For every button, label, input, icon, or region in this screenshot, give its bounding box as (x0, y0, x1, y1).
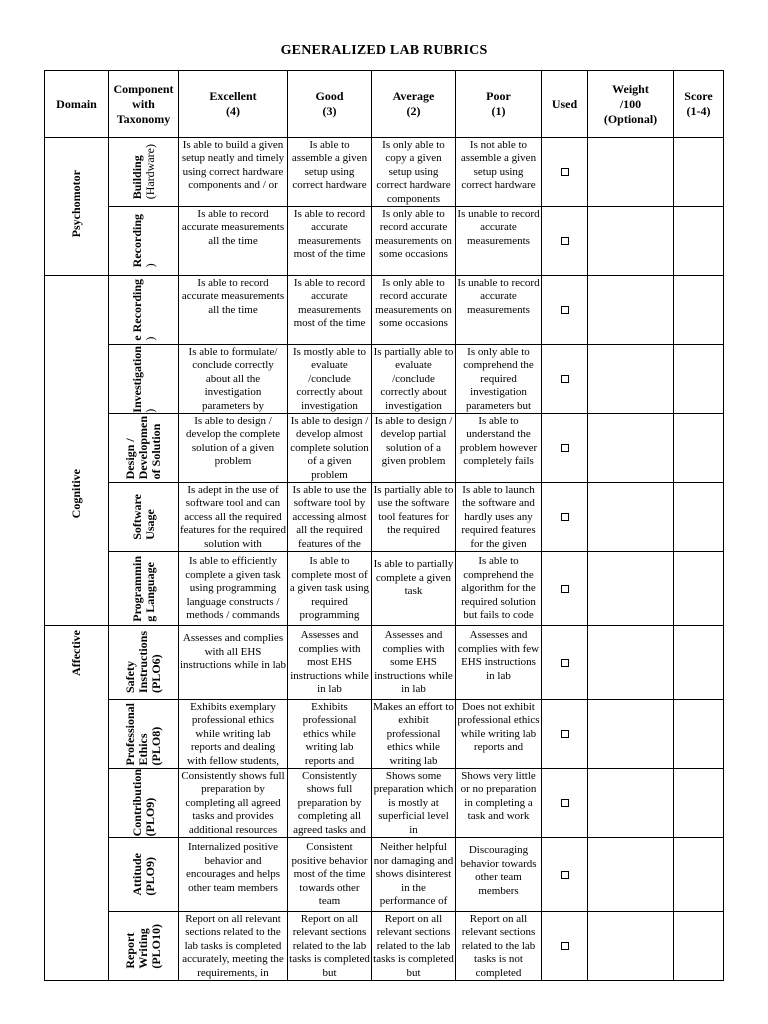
component-line: Professional (123, 702, 137, 766)
table-row (45, 700, 724, 769)
weight-cell[interactable] (588, 483, 674, 552)
excellent-cell: Report on all relevant sections related to the lab tasks is completed accurately, meeting the requirements, in (179, 912, 288, 981)
component-line: (PLO8) (149, 726, 163, 766)
excellent-cell: Is able to efficiently complete a given task using programming language constructs / methods / commands (179, 552, 288, 626)
component-line: (PLO9) (142, 798, 157, 837)
component-line: Design / (123, 438, 137, 480)
header-average (372, 71, 456, 138)
score-cell[interactable] (674, 552, 724, 626)
header-domain: Domain (45, 71, 109, 138)
weight-cell[interactable] (588, 414, 674, 483)
excellent-cell: Is able to design / develop the complete solution of a given problem (179, 414, 288, 483)
used-cell (542, 138, 588, 207)
checkbox-icon[interactable] (561, 375, 569, 383)
component-line: Developmen (136, 416, 150, 480)
component-cell (109, 276, 179, 345)
component-line: (Hardware) (142, 144, 157, 200)
header-score (674, 71, 724, 138)
header-weight-line: Weight (612, 81, 649, 96)
excellent-cell: Exhibits exemplary professional ethics while writing lab reports and dealing with fellow students, (179, 700, 288, 769)
used-cell (542, 912, 588, 981)
poor-cell: Does not exhibit professional ethics while writing lab reports and (456, 700, 542, 769)
header-score-line: (1-4) (686, 104, 711, 118)
header-good (288, 71, 372, 138)
component-cell (109, 769, 179, 838)
checkbox-icon[interactable] (561, 306, 569, 314)
header-score-line: Score (684, 89, 713, 103)
excellent-cell: Is adept in the use of software tool and can access all the required features for the required solution with (180, 483, 286, 550)
header-poor-points: (1) (491, 104, 506, 118)
checkbox-icon[interactable] (561, 871, 569, 879)
checkbox-icon[interactable] (561, 799, 569, 807)
average-cell: Shows some preparation which is mostly at superficial level in (372, 769, 456, 838)
poor-cell: Is able to comprehend the algorithm for the required solution but fails to code (456, 552, 542, 626)
header-excellent (179, 71, 288, 138)
used-cell (542, 483, 588, 552)
header-weight (588, 71, 674, 138)
component-line: Safety (123, 661, 137, 694)
excellent-cell: Internalized positive behavior and encourages and helps other team members (179, 838, 288, 912)
poor-cell: Shows very little or no preparation in completing a task and work (456, 769, 542, 838)
component-line: Ethics (136, 733, 150, 766)
poor-cell: Is able to launch the software and hardly uses any required features for the given (456, 483, 542, 552)
component-cell (109, 483, 179, 552)
component-line: Instructions (136, 631, 150, 694)
domain-psychomotor (45, 138, 109, 276)
component-line: ) (142, 336, 157, 341)
checkbox-icon[interactable] (561, 168, 569, 176)
component-line: Investigation (129, 345, 144, 413)
header-poor-label: Poor (486, 89, 511, 103)
used-cell (542, 769, 588, 838)
weight-cell[interactable] (588, 838, 674, 912)
used-cell (542, 276, 588, 345)
table-row (45, 345, 724, 414)
table-row (45, 769, 724, 838)
domain-affective (45, 626, 109, 981)
domain-cognitive (45, 276, 109, 626)
average-cell: Neither helpful nor damaging and shows disinterest in the performance of (372, 838, 456, 912)
page-title: GENERALIZED LAB RUBRICS (280, 43, 488, 58)
used-cell (542, 626, 588, 700)
average-cell: Is only able to copy a given setup using correct hardware components (372, 138, 456, 207)
component-cell (109, 912, 179, 981)
average-cell: Is only able to record accurate measurements on some occasions (372, 207, 456, 276)
score-cell[interactable] (674, 769, 724, 838)
good-cell: Report on all relevant sections related to the lab tasks is completed but (289, 912, 370, 979)
weight-cell[interactable] (588, 207, 674, 276)
average-cell: Makes an effort to exhibit professional ethics while writing lab (373, 700, 454, 767)
checkbox-icon[interactable] (561, 585, 569, 593)
score-cell[interactable] (674, 414, 724, 483)
average-cell: Assesses and complies with some EHS instructions while in lab (372, 626, 456, 700)
component-line: ) (142, 263, 157, 268)
header-average-label: Average (392, 89, 435, 103)
table-row (45, 414, 724, 483)
table-row (45, 912, 724, 981)
poor-cell: Is not able to assemble a given setup using correct hardware (456, 138, 542, 207)
header-weight-line: /100 (619, 96, 642, 111)
component-cell (109, 552, 179, 626)
component-line: (PLO10) (149, 923, 163, 969)
domain-label: Psychomotor (69, 170, 83, 238)
header-poor (456, 71, 542, 138)
poor-cell: Discouraging behavior towards other team members (456, 838, 542, 912)
component-line: Software (129, 494, 144, 540)
table-row (45, 138, 724, 207)
weight-cell[interactable] (588, 626, 674, 700)
good-cell: Is able to assemble a given setup using correct hardware (288, 138, 372, 207)
score-cell[interactable] (674, 345, 724, 414)
average-cell: Is able to partially complete a given task (372, 552, 456, 626)
checkbox-icon[interactable] (561, 444, 569, 452)
component-line: Contribution (129, 769, 144, 837)
good-cell: Consistent positive behavior most of the time towards other team (288, 838, 372, 912)
header-excellent-points: (4) (226, 104, 240, 118)
domain-label: Cognitive (69, 469, 83, 519)
good-cell: Is able to design / develop almost complete solution of a given problem (288, 414, 372, 483)
header-excellent-label: Excellent (209, 89, 257, 103)
component-cell (109, 207, 179, 276)
table-row (45, 838, 724, 912)
score-cell[interactable] (674, 483, 724, 552)
component-line: of Solution (149, 423, 163, 480)
component-cell (109, 700, 179, 769)
checkbox-icon[interactable] (561, 730, 569, 738)
poor-cell: Report on all relevant sections related to the lab tasks is not completed (456, 912, 542, 981)
component-line: g Language (142, 561, 157, 622)
average-cell: Is only able to record accurate measurements on some occasions (372, 276, 456, 345)
average-cell: Is able to design / develop partial solution of a given problem (372, 414, 456, 483)
good-cell: Is able to use the software tool by accessing almost all the required features of the (288, 483, 372, 552)
weight-cell[interactable] (588, 138, 674, 207)
excellent-cell: Consistently shows full preparation by completing all agreed tasks and provides additional resources (179, 769, 288, 838)
component-cell (109, 345, 179, 414)
component-cell (109, 838, 179, 912)
good-cell: Exhibits professional ethics while writing lab reports and (288, 700, 372, 769)
rubric-table (44, 70, 724, 981)
poor-cell: Is able to understand the problem however completely fails (456, 414, 542, 483)
good-cell: Consistently shows full preparation by completing all agreed tasks and (288, 769, 372, 838)
component-line: Recording (129, 214, 144, 268)
poor-cell: Is unable to record accurate measurements (456, 207, 542, 276)
score-cell[interactable] (674, 138, 724, 207)
score-cell[interactable] (674, 207, 724, 276)
weight-cell[interactable] (588, 276, 674, 345)
average-cell: Report on all relevant sections related to the lab tasks is completed but (373, 912, 454, 979)
used-cell (542, 414, 588, 483)
good-cell: Assesses and complies with most EHS instructions while in lab (288, 626, 372, 700)
domain-label: Affective (69, 630, 83, 676)
excellent-cell: Assesses and complies with all EHS instructions while in lab (179, 626, 288, 700)
good-cell: Is mostly able to evaluate /conclude correctly about investigation (288, 345, 372, 414)
poor-cell: Is only able to comprehend the required investigation parameters but (456, 345, 542, 414)
header-row (45, 71, 724, 138)
component-line: Attitude (129, 853, 144, 896)
header-good-points: (3) (322, 104, 337, 118)
weight-cell[interactable] (588, 912, 674, 981)
used-cell (542, 700, 588, 769)
component-cell (109, 626, 179, 700)
table-row (45, 207, 724, 276)
checkbox-icon[interactable] (561, 942, 569, 950)
weight-cell[interactable] (588, 769, 674, 838)
table-row (45, 276, 724, 345)
component-line: Usage (142, 509, 157, 540)
component-cell (109, 414, 179, 483)
checkbox-icon[interactable] (561, 659, 569, 667)
used-cell (542, 345, 588, 414)
header-component-line: Taxonomy (116, 111, 171, 126)
good-cell: Is able to complete most of a given task using required programming (288, 552, 372, 626)
component-line: (PLO6) (149, 654, 163, 694)
poor-cell: Is unable to record accurate measurements (456, 276, 542, 345)
average-cell: Is partially able to use the software tool features for the required (372, 483, 456, 552)
component-line: Programmin (129, 555, 144, 622)
score-cell[interactable] (674, 626, 724, 700)
score-cell[interactable] (674, 838, 724, 912)
component-line: e Recording (129, 279, 144, 341)
good-cell: Is able to record accurate measurements most of the time (288, 207, 372, 276)
excellent-cell: Is able to record accurate measurements all the time (179, 207, 288, 276)
good-cell: Is able to record accurate measurements most of the time (288, 276, 372, 345)
used-cell (542, 552, 588, 626)
component-line: Writing (136, 927, 150, 969)
header-component (109, 71, 179, 138)
used-cell (542, 838, 588, 912)
score-cell[interactable] (674, 276, 724, 345)
used-cell (542, 207, 588, 276)
excellent-cell: Is able to formulate/ conclude correctly about all the investigation parameters by (179, 345, 288, 414)
excellent-cell: Is able to record accurate measurements all the time (179, 276, 288, 345)
component-line: (PLO9) (142, 857, 157, 896)
header-weight-line: (Optional) (603, 111, 658, 126)
header-good-label: Good (315, 89, 344, 103)
component-line: ) (142, 408, 157, 413)
header-average-points: (2) (406, 104, 421, 118)
component-line: Building (129, 155, 144, 200)
score-cell[interactable] (674, 700, 724, 769)
weight-cell[interactable] (588, 700, 674, 769)
table-row (45, 626, 724, 700)
component-line: Report (123, 932, 137, 969)
header-used: Used (542, 71, 588, 138)
header-component-line: Component (113, 81, 174, 96)
table-row (45, 483, 724, 552)
table-row (45, 552, 724, 626)
weight-cell[interactable] (588, 345, 674, 414)
component-cell (109, 138, 179, 207)
excellent-cell: Is able to build a given setup neatly and timely using correct hardware components and / or (179, 138, 288, 207)
poor-cell: Assesses and complies with few EHS instructions in lab (456, 626, 542, 700)
header-component-line: with (132, 96, 155, 111)
weight-cell[interactable] (588, 552, 674, 626)
average-cell: Is partially able to evaluate /conclude correctly about investigation (372, 345, 456, 414)
checkbox-icon[interactable] (561, 237, 569, 245)
score-cell[interactable] (674, 912, 724, 981)
checkbox-icon[interactable] (561, 513, 569, 521)
